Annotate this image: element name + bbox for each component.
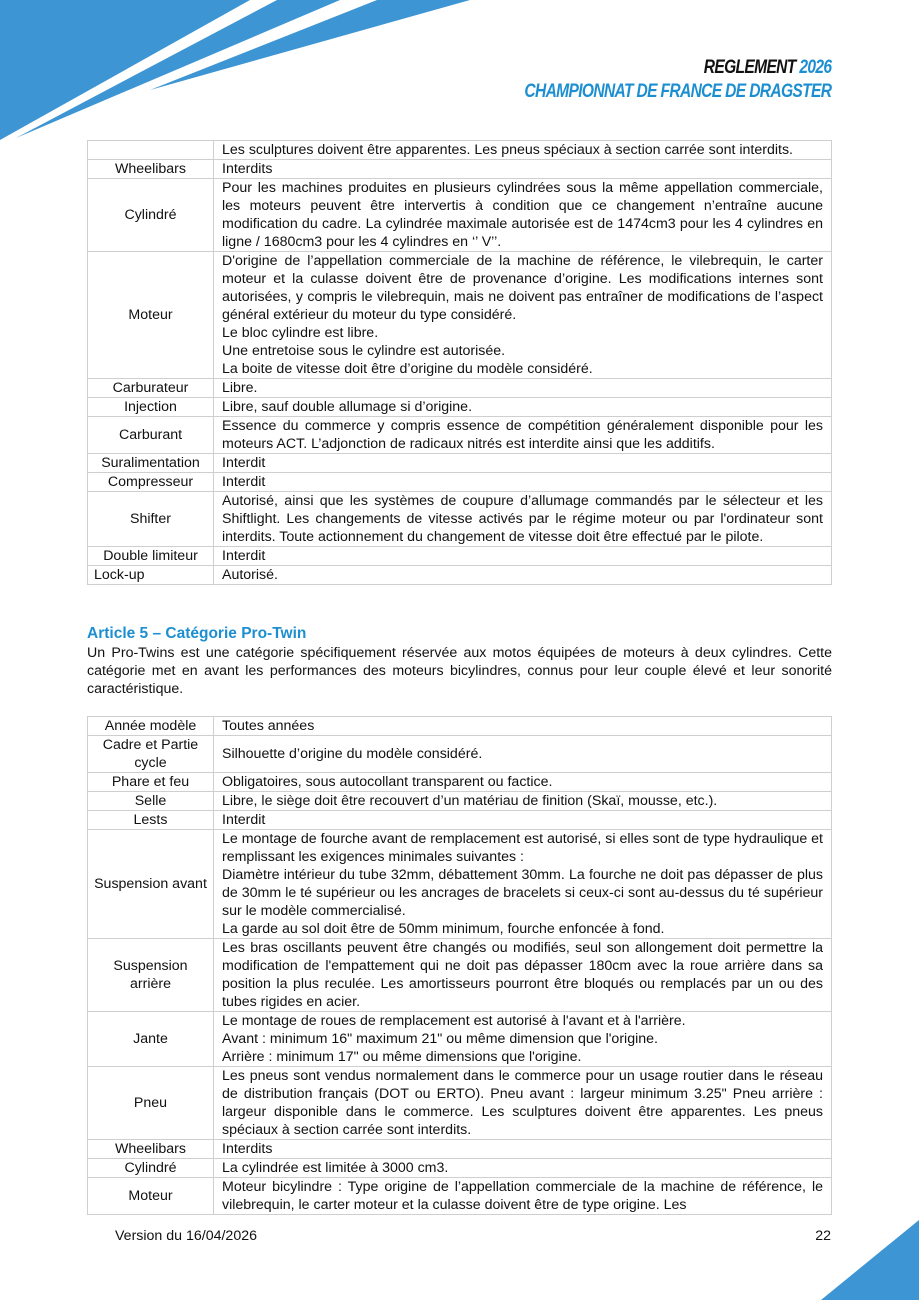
header-subtitle: CHAMPIONNAT DE FRANCE DE DRAGSTER: [524, 81, 831, 102]
spec-table-continued: [87, 140, 832, 585]
row-value: [214, 179, 832, 252]
table-row: [88, 1012, 832, 1067]
row-value-line: La boite de vitesse doit être d’origine du modèle considéré.: [222, 361, 593, 377]
row-label: Double limiteur: [88, 547, 214, 566]
row-value-line: Interdit: [222, 474, 266, 490]
table-row: [88, 492, 832, 547]
table-row: [88, 179, 832, 252]
row-label: Cylindré: [88, 179, 214, 252]
row-value-line: Interdits: [222, 1141, 273, 1157]
row-value-line: Diamètre intérieur du tube 32mm, débattement 30mm. La fourche ne doit pas dépasser de plus de 30mm le té supérieur ou les ancrages de bracelets si ceux-ci sont au-dessus du té supérieur sur le modèle commercialisé.: [222, 867, 823, 919]
table-row: [88, 566, 832, 585]
table-row: [88, 736, 832, 773]
table-row: [88, 1140, 832, 1159]
row-value-line: Autorisé, ainsi que les systèmes de coupure d’allumage commandés par le sélecteur et les Shiftlight. Les changements de vitesse activés par le régime moteur ou par l'ordinateur sont interdits. Toute actionnement du changement de vitesse doit être effectué par le pilote.: [222, 493, 823, 545]
row-label: Selle: [88, 792, 214, 811]
table-row: [88, 379, 832, 398]
row-value-line: Interdit: [222, 455, 266, 471]
row-label: Pneu: [88, 1067, 214, 1140]
pro-twin-table: [87, 716, 832, 1215]
row-label: [88, 141, 214, 160]
row-value: [214, 939, 832, 1012]
row-value-line: Arrière : minimum 17" ou même dimensions que l'origine.: [222, 1049, 582, 1065]
row-value: [214, 1178, 832, 1215]
row-value-line: Libre, le siège doit être recouvert d’un matériau de finition (Skaï, mousse, etc.).: [222, 793, 718, 809]
row-value: [214, 473, 832, 492]
row-label: Suralimentation: [88, 454, 214, 473]
page-number: 22: [815, 1228, 831, 1244]
row-value-line: Interdits: [222, 161, 273, 177]
row-value-line: D'origine de l’appellation commerciale de la machine de référence, le vilebrequin, le carter moteur et la culasse doivent être de provenance d’origine. Les modifications internes sont autorisées, y compris le vilebrequin, mais ne doivent pas entraîner de modifications de l’aspect général extérieur du moteur du type considéré.: [222, 253, 823, 323]
table-row: [88, 1159, 832, 1178]
article-section: [87, 624, 832, 698]
row-value: [214, 792, 832, 811]
table-row: [88, 1067, 832, 1140]
spec-table: [87, 140, 832, 585]
table-row: [88, 252, 832, 379]
document-header: [524, 56, 831, 104]
row-value: [214, 1067, 832, 1140]
row-value-line: La garde au sol doit être de 50mm minimum, fourche enfoncée à fond.: [222, 921, 665, 937]
row-value-line: Le montage de fourche avant de remplacement est autorisé, si elles sont de type hydraulique et remplissant les exigences minimales suivantes :: [222, 831, 823, 865]
row-value: [214, 736, 832, 773]
row-value: [214, 454, 832, 473]
row-label: Compresseur: [88, 473, 214, 492]
row-value: [214, 830, 832, 939]
table-row: [88, 717, 832, 736]
table-row: [88, 773, 832, 792]
row-value-line: Avant : minimum 16" maximum 21" ou même dimension que l'origine.: [222, 1031, 658, 1047]
row-value: [214, 379, 832, 398]
row-value: [214, 811, 832, 830]
row-value-line: Silhouette d’origine du modèle considéré.: [222, 746, 483, 762]
header-title: REGLEMENT: [703, 57, 796, 78]
row-value-line: Essence du commerce y compris essence de compétition généralement disponible pour les moteurs ACT. L’adjonction de radicaux nitrés est interdite ainsi que les additifs.: [222, 418, 823, 452]
row-label: Carburateur: [88, 379, 214, 398]
row-value-line: Le montage de roues de remplacement est autorisé à l'avant et à l'arrière.: [222, 1013, 686, 1029]
row-value: [214, 141, 832, 160]
table-row: [88, 547, 832, 566]
row-value: [214, 717, 832, 736]
footer-decoration: [819, 1220, 919, 1300]
table-row: [88, 141, 832, 160]
row-value-line: Obligatoires, sous autocollant transparent ou factice.: [222, 774, 553, 790]
row-value: [214, 1012, 832, 1067]
row-label: Moteur: [88, 252, 214, 379]
row-value: [214, 398, 832, 417]
row-value: [214, 1159, 832, 1178]
row-value-line: Le bloc cylindre est libre.: [222, 325, 379, 341]
row-label: Shifter: [88, 492, 214, 547]
decoration-triangle: [821, 1220, 919, 1300]
row-label: Cylindré: [88, 1159, 214, 1178]
row-value: [214, 773, 832, 792]
row-value: [214, 566, 832, 585]
table-row: [88, 417, 832, 454]
row-label: Cadre et Partie cycle: [88, 736, 214, 773]
row-value-line: La cylindrée est limitée à 3000 cm3.: [222, 1160, 449, 1176]
spec-table: [87, 716, 832, 1215]
row-value-line: Moteur bicylindre : Type origine de l’appellation commerciale de la machine de référence, le vilebrequin, le carter moteur et la culasse doivent être de type origine. Les: [222, 1179, 823, 1213]
table-row: [88, 939, 832, 1012]
row-label: Phare et feu: [88, 773, 214, 792]
row-value-line: Les bras oscillants peuvent être changés ou modifiés, seul son allongement doit permettre la modification de l'empattement qui ne doit pas dépasser 180cm avec la roue arrière dans sa position la plus reculée. Les amortisseurs pourront être bloqués ou remplacés par un ou des tubes rigides en acier.: [222, 940, 823, 1010]
row-value-line: Une entretoise sous le cylindre est autorisée.: [222, 343, 506, 359]
row-value: [214, 160, 832, 179]
article-title: Article 5 – Catégorie Pro-Twin: [87, 625, 307, 642]
row-value: [214, 492, 832, 547]
table-row: [88, 811, 832, 830]
row-value-line: Les sculptures doivent être apparentes. Les pneus spéciaux à section carrée sont interdits.: [222, 142, 793, 158]
row-label: Carburant: [88, 417, 214, 454]
row-value: [214, 1140, 832, 1159]
row-value-line: Toutes années: [222, 718, 315, 734]
row-value: [214, 252, 832, 379]
row-label: Lests: [88, 811, 214, 830]
row-label: Suspension avant: [88, 830, 214, 939]
row-value-line: Les pneus sont vendus normalement dans le commerce pour un usage routier dans le réseau de distribution français (DOT ou ERTO). Pneu avant : largeur minimum 3.25" Pneu arrière : largeur disponible dans le commerce. Les sculptures doivent être apparentes. Les pneus spéciaux à section carrée sont interdits.: [222, 1068, 823, 1138]
row-value-line: Libre.: [222, 380, 258, 396]
row-label: Jante: [88, 1012, 214, 1067]
row-value-line: Autorisé.: [222, 567, 278, 583]
row-label: Lock-up: [88, 566, 214, 585]
row-value: [214, 547, 832, 566]
row-label: Injection: [88, 398, 214, 417]
table-row: [88, 792, 832, 811]
row-label: Wheelibars: [88, 160, 214, 179]
row-label: Moteur: [88, 1178, 214, 1215]
row-value-line: Interdit: [222, 548, 266, 564]
row-value-line: Pour les machines produites en plusieurs cylindrées sous la même appellation commerciale, les moteurs peuvent être intervertis à condition que ce changement n’entraîne aucune modification du cadre. La cylindrée maximale autorisée est de 1474cm3 pour les 4 cylindres en ligne / 1680cm3 pour les 4 cylindres en ‘’ V’’.: [222, 180, 823, 250]
row-label: Suspension arrière: [88, 939, 214, 1012]
header-decoration: [0, 0, 480, 150]
table-row: [88, 160, 832, 179]
table-row: [88, 473, 832, 492]
table-row: [88, 1178, 832, 1215]
article-intro: Un Pro-Twins est une catégorie spécifiquement réservée aux motos équipées de moteurs à deux cylindres. Cette catégorie met en avant les performances des moteurs bicylindres, connus pour leur couple élevé et leur sonorité caractéristique.: [87, 645, 832, 697]
row-label: Wheelibars: [88, 1140, 214, 1159]
row-value: [214, 417, 832, 454]
table-row: [88, 454, 832, 473]
row-value-line: Libre, sauf double allumage si d’origine.: [222, 399, 473, 415]
header-year: 2026: [798, 57, 831, 78]
table-row: [88, 830, 832, 939]
row-value-line: Interdit: [222, 812, 266, 828]
footer-version: Version du 16/04/2026: [115, 1228, 257, 1244]
row-label: Année modèle: [88, 717, 214, 736]
table-row: [88, 398, 832, 417]
